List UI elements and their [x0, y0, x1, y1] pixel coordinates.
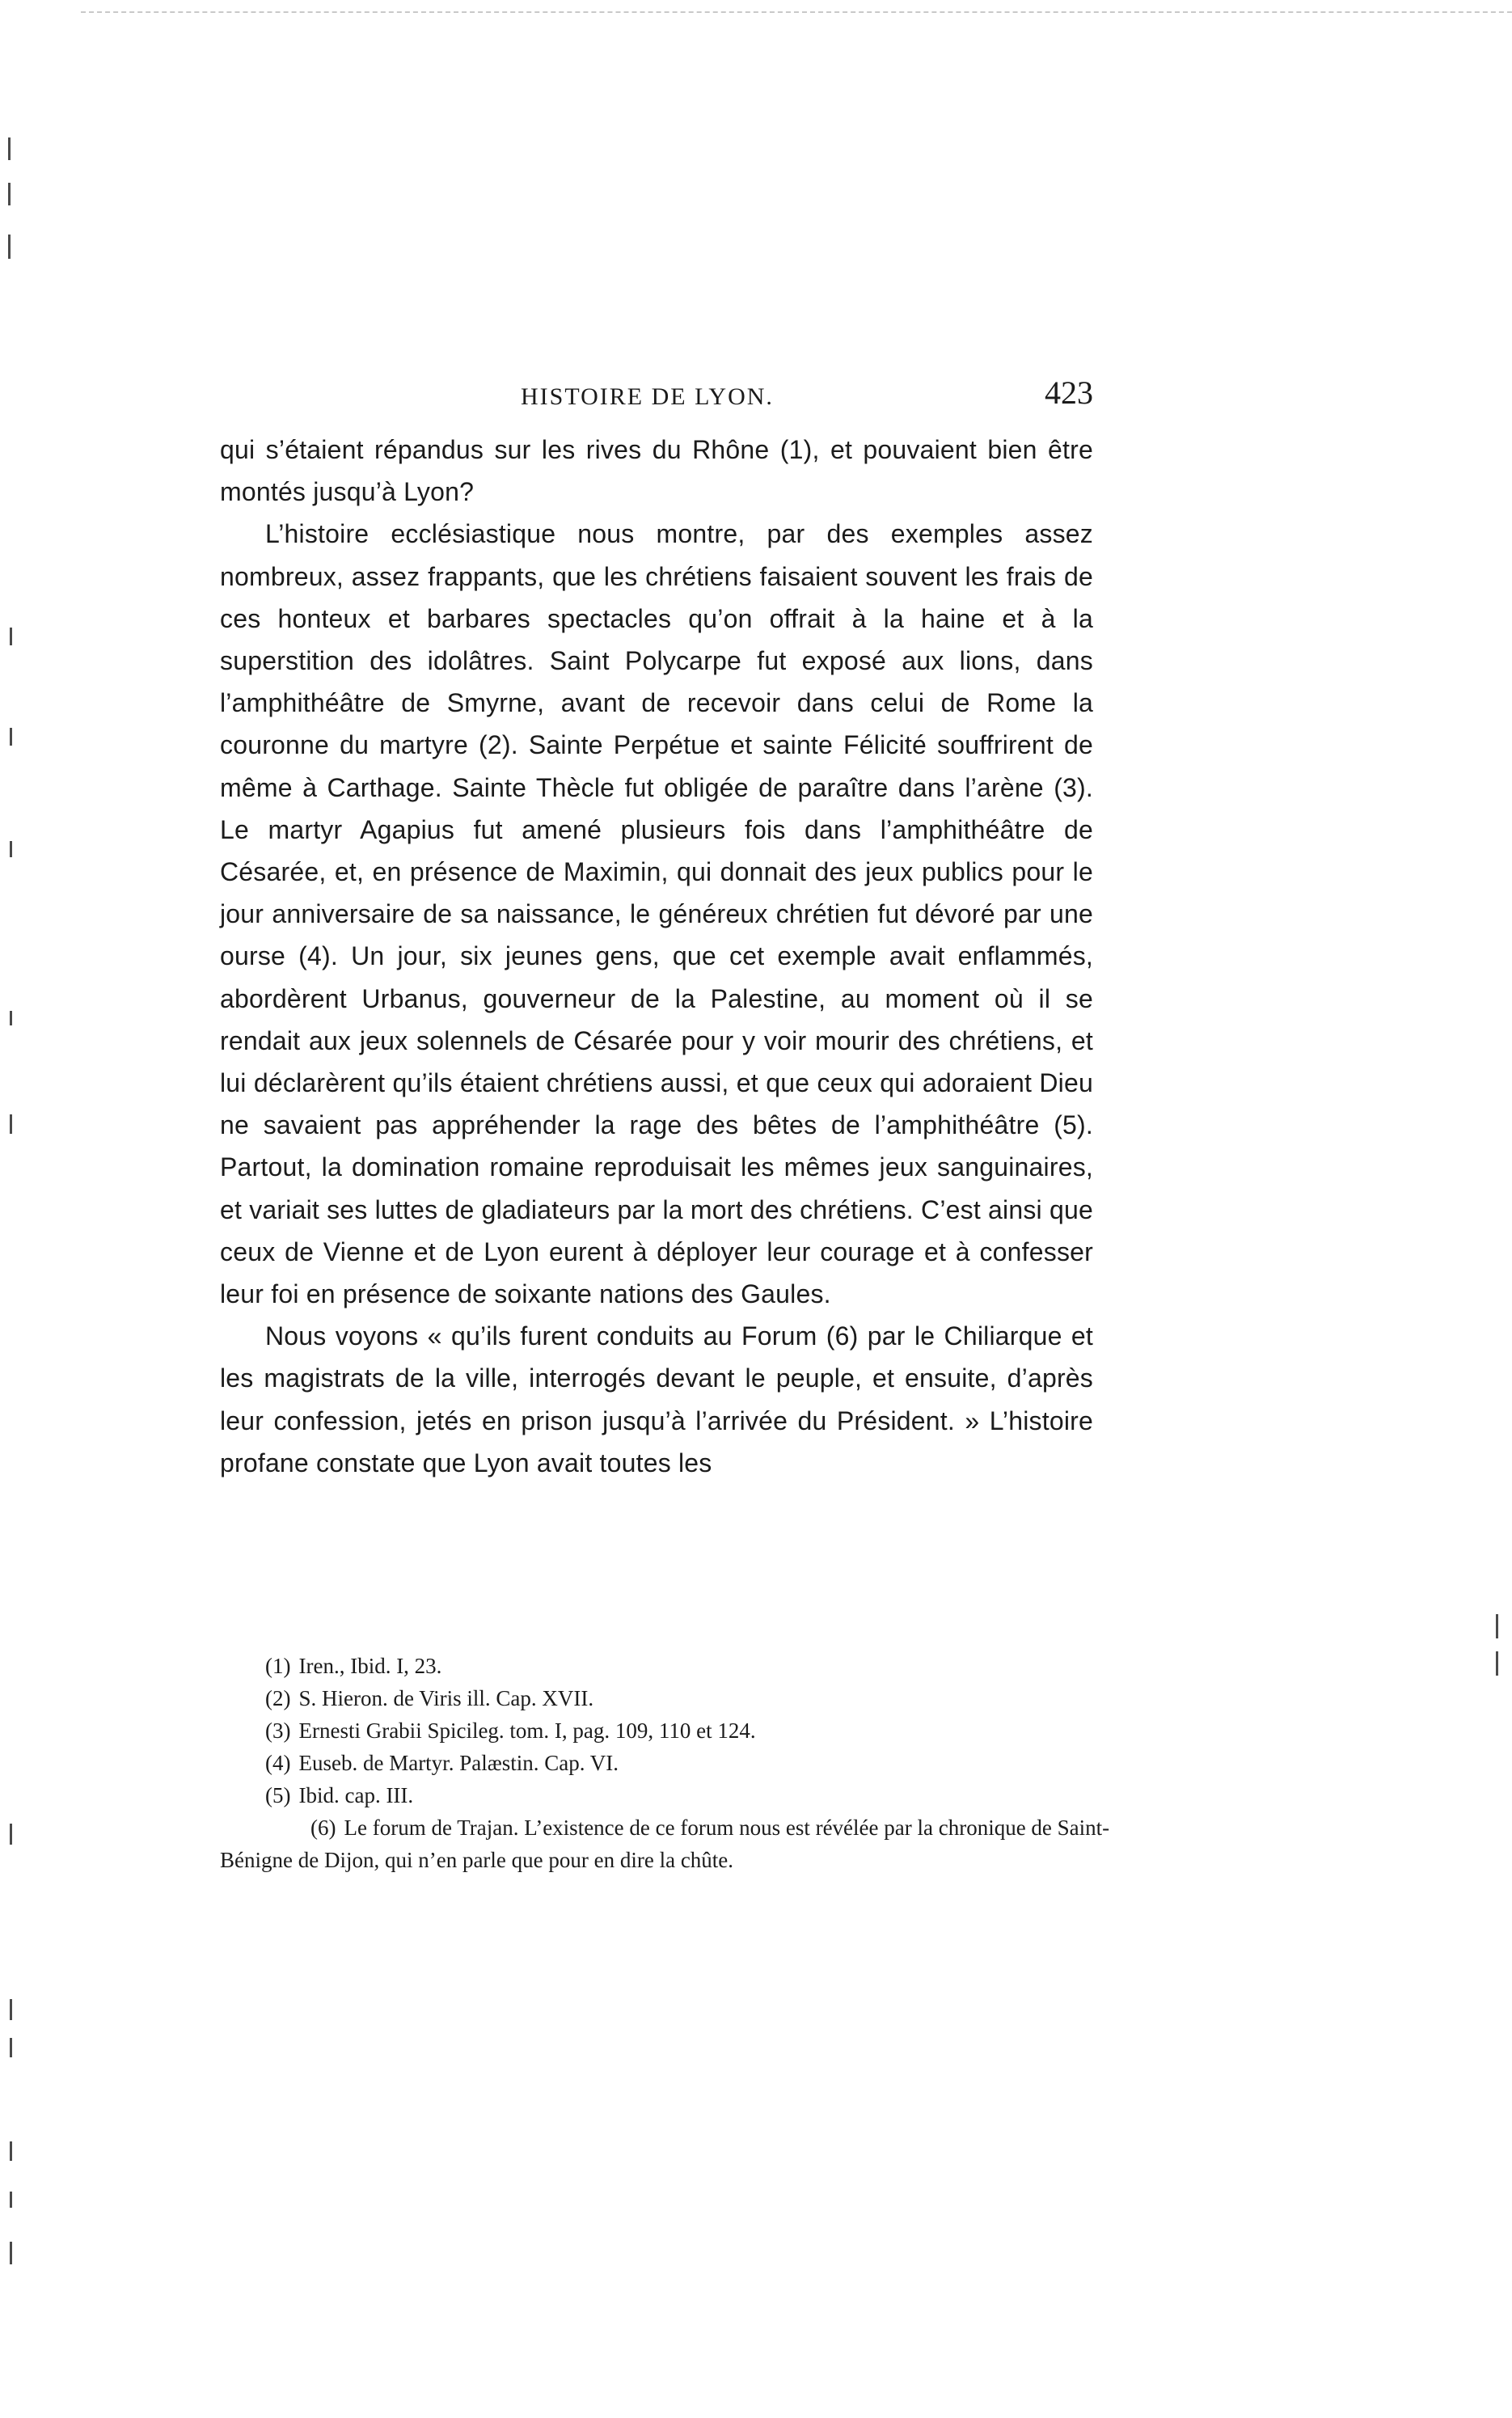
footnote-text: S. Hieron. de Viris ill. Cap. XVII. — [298, 1686, 594, 1710]
footnote-text: Iren., Ibid. I, 23. — [298, 1654, 442, 1678]
scan-edge-line — [81, 11, 1512, 13]
footnote — [220, 1682, 1117, 1714]
scan-mark — [1496, 1614, 1498, 1638]
scan-mark — [10, 1999, 12, 2020]
scan-mark — [8, 137, 11, 160]
footnote-text: Ibid. cap. III. — [298, 1783, 414, 1807]
footnote-number: (1) — [265, 1654, 291, 1678]
footnote — [220, 1714, 1117, 1747]
footnote-number: (4) — [265, 1751, 291, 1775]
scan-mark — [10, 1011, 12, 1025]
scan-mark — [1496, 1651, 1498, 1676]
footnote-text: Euseb. de Martyr. Palæstin. Cap. VI. — [298, 1751, 619, 1775]
scan-mark — [10, 2038, 12, 2057]
paragraph: L’histoire ecclésiastique nous montre, par des exemples assez nombreux, assez frappants, que les chrétiens faisaient souvent les frais de ces honteux et barbares spectacles qu’on offrait à la haine et à la superstition des idolâtres. Saint Polycarpe fut exposé aux lions, dans l’amphithéâtre de Smyrne, avant de recevoir dans celui de Rome la couronne du martyre (2). Sainte Perpétue et sainte Félicité souffrirent de même à Carthage. Sainte Thècle fut obligée de paraître dans l’arène (3). Le martyr Agapius fut amené plusieurs fois dans l’amphithéâtre de Césarée, et, en présence de Maximin, qui donnait des jeux publics pour le jour anniversaire de sa naissance, le généreux chrétien fut dévoré par une ourse (4). Un jour, six jeunes gens, que cet exemple avait enflammés, abordèrent Urbanus, gouverneur de la Palestine, au moment où il se rendait aux jeux solennels de Césarée pour y voir mourir des chrétiens, et lui déclarèrent qu’ils étaient chrétiens aussi, et que ceux qui adoraient Dieu ne savaient pas appréhender la rage des bêtes de l’amphithéâtre (5). Partout, la domination romaine reproduisait les mêmes jeux sanguinaires, et variait ses luttes de gladiateurs par la mort des chrétiens. C’est ainsi que ceux de Vienne et de Lyon eurent à déployer leur courage et à confesser leur foi en présence de soixante nations des Gaules. — [220, 519, 1093, 1309]
footnote-text: Le forum de Trajan. L’existence de ce forum nous est révélée par la chronique de Saint-Bénigne de Dijon, qui n’en parle que pour en dire la chûte. — [220, 1816, 1110, 1872]
footnotes — [220, 1650, 1117, 1876]
footnote-number: (3) — [265, 1718, 291, 1743]
scan-mark — [10, 728, 12, 746]
scan-mark — [10, 1114, 12, 1134]
scan-mark — [10, 1824, 12, 1845]
running-title: HISTOIRE DE LYON. — [521, 383, 774, 410]
scan-mark — [10, 841, 12, 857]
page-header — [220, 374, 1093, 422]
footnote — [220, 1779, 1117, 1811]
footnote-number: (2) — [265, 1686, 291, 1710]
footnote — [220, 1747, 1117, 1779]
right-margin-scan-marks — [1492, 1601, 1508, 1731]
left-margin-scan-marks — [0, 0, 49, 2418]
footnote-number: (6) — [310, 1816, 336, 1840]
scan-mark — [8, 235, 11, 259]
scan-mark — [10, 2141, 12, 2161]
page-number: 423 — [1045, 374, 1093, 411]
scan-mark — [10, 2192, 12, 2208]
footnote-text: Ernesti Grabii Spicileg. tom. I, pag. 109, 110 et 124. — [298, 1718, 756, 1743]
scan-mark — [10, 2242, 12, 2264]
footnote-number: (5) — [265, 1783, 291, 1807]
footnote — [220, 1811, 1117, 1876]
paragraph: Nous voyons « qu’ils furent conduits au Forum (6) par le Chiliarque et les magistrats de la ville, interrogés devant le peuple, et ensuite, d’après leur confession, jetés en prison jusqu’à l’arrivée du Président. » L’histoire profane constate que Lyon avait toutes les — [220, 1321, 1093, 1477]
footnote — [220, 1650, 1117, 1682]
paragraph: qui s’étaient répandus sur les rives du Rhône (1), et pouvaient bien être montés jusqu’à Lyon? — [220, 435, 1093, 507]
scan-mark — [8, 183, 11, 205]
scan-mark — [10, 628, 12, 645]
body-text — [220, 429, 1093, 1484]
